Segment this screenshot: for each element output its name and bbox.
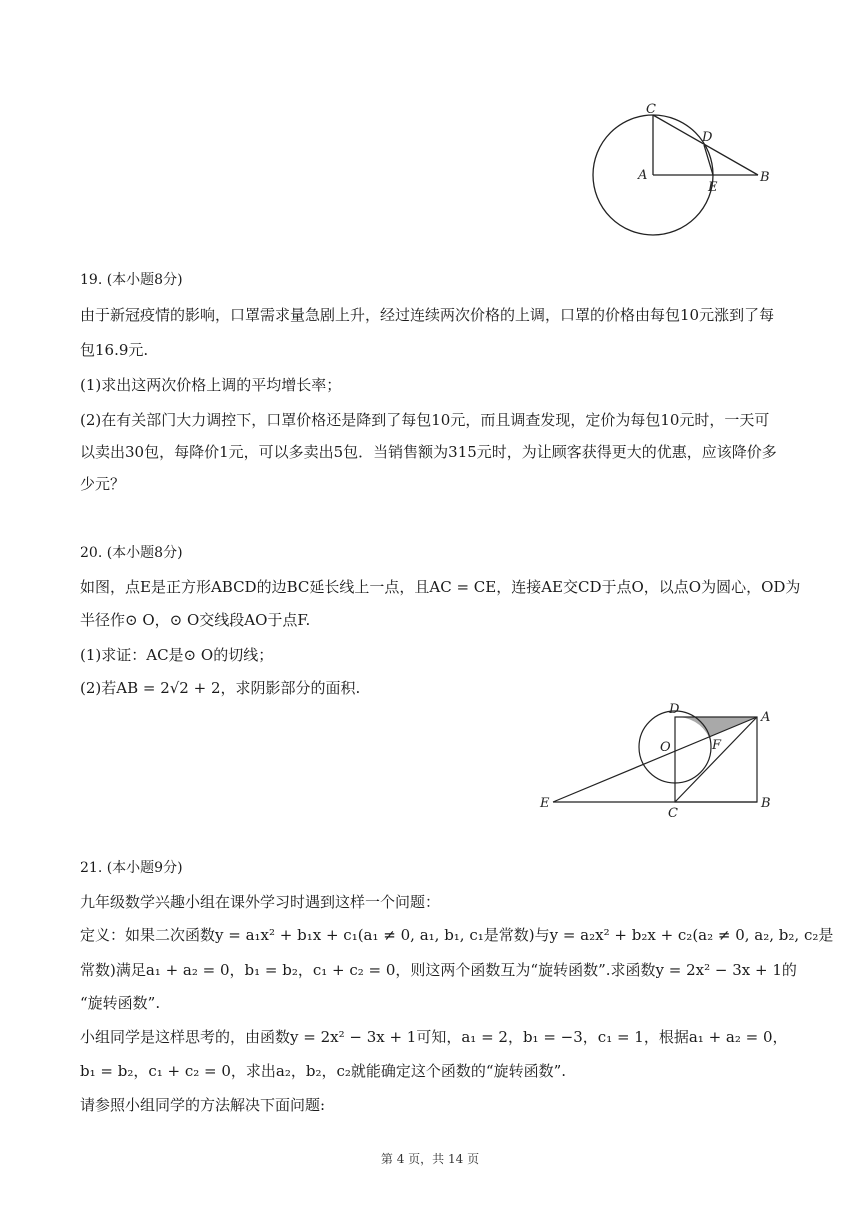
label-c: C — [668, 806, 678, 821]
q19-part-2-line-3: 少元？ — [80, 475, 126, 493]
q20-part-1: (1)求证：AC是⊙ O的切线； — [80, 646, 274, 664]
q20-text-line-2: 半径作⊙ O，⊙ O交线段AO于点F. — [80, 611, 311, 629]
q20-part-2: (2)若AB = 2√2 + 2，求阴影部分的面积. — [80, 679, 361, 697]
label-a: A — [638, 168, 648, 183]
page-footer: 第 4 页，共 14 页 — [380, 1152, 480, 1166]
q19-part-2-line-2: 以卖出30包，每降价1元，可以多卖出5包．当销售额为315元时，为让顾客获得更大的优惠，应该降价多 — [80, 443, 777, 461]
figure-18-circle-diagram — [580, 95, 780, 245]
label-o: O — [660, 740, 671, 755]
q21-method-line-1: 小组同学是这样思考的，由函数y = 2x² − 3x + 1可知，a₁ = 2，b₁ = −3，c₁ = 1，根据a₁ + a₂ = 0， — [80, 1028, 788, 1046]
q19-heading: 19. (本小题8分) — [80, 272, 183, 288]
label-e: E — [540, 796, 550, 811]
segment-ea — [553, 717, 757, 802]
q21-definition-line-1: 定义：如果二次函数y = a₁x² + b₁x + c₁(a₁ ≠ 0, a₁, b₁, c₁是常数)与y = a₂x² + b₂x + c₂(a₂ ≠ 0, a₂, b₂, c₂是 — [80, 926, 834, 944]
q21-method-line-2: b₁ = b₂，c₁ + c₂ = 0，求出a₂，b₂，c₂就能确定这个函数的“旋转函数”. — [80, 1062, 567, 1080]
q19-part-1: (1)求出这两次价格上调的平均增长率； — [80, 376, 342, 394]
label-f: F — [712, 738, 722, 753]
q19-part-2-line-1: (2)在有关部门大力调控下，口罩价格还是降到了每包10元，而且调查发现，定价为每包10元时，一天可 — [80, 411, 770, 429]
q21-definition-line-3: “旋转函数”. — [80, 994, 161, 1012]
q21-heading: 21. (本小题9分) — [80, 860, 183, 876]
label-b: B — [760, 170, 770, 185]
label-d: D — [669, 702, 680, 717]
figure-20-square-circle-diagram — [535, 700, 785, 825]
q20-text-line-1: 如图，点E是正方形ABCD的边BC延长线上一点，且AC = CE，连接AE交CD于点O，以点O为圆心，OD为 — [80, 578, 801, 596]
q21-text-line-1: 九年级数学兴趣小组在课外学习时遇到这样一个问题： — [80, 893, 441, 911]
q21-instruction: 请参照小组同学的方法解决下面问题: — [80, 1096, 326, 1114]
label-e: E — [708, 180, 718, 195]
label-c: C — [646, 102, 656, 117]
q21-definition-line-2: 常数)满足a₁ + a₂ = 0，b₁ = b₂，c₁ + c₂ = 0，则这两个函数互为“旋转函数”.求函数y = 2x² − 3x + 1的 — [80, 961, 797, 979]
label-d: D — [702, 130, 713, 145]
label-a: A — [761, 710, 771, 725]
q20-heading: 20. (本小题8分) — [80, 545, 183, 561]
segment-cb — [653, 115, 758, 175]
q19-text-line-2: 包16.9元. — [80, 341, 149, 359]
q19-text-line-1: 由于新冠疫情的影响，口罩需求量急剧上升，经过连续两次价格的上调，口罩的价格由每包10元涨到了每 — [80, 306, 775, 324]
label-b: B — [761, 796, 771, 811]
